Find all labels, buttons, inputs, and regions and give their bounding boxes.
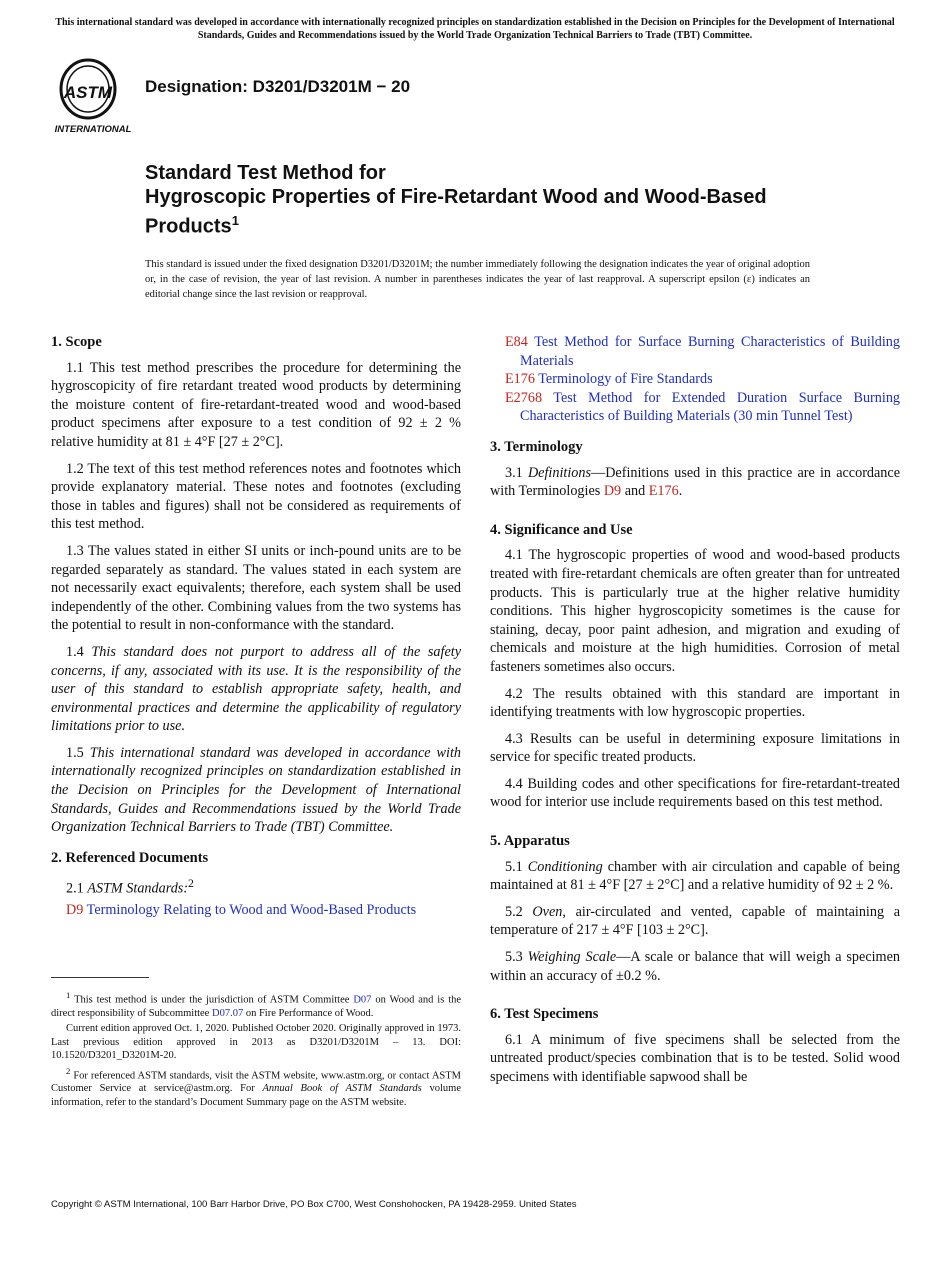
logo-subtext: INTERNATIONAL xyxy=(54,124,132,134)
para-1-1: 1.1 This test method prescribes the procedure for determining the hygroscopicity of fire retardant treated wood products by determining the moisture content of fire-retardant-treated wood and wood-based product specimens after exposure to a test condition of 92 ± 2 % relative humidity at 81 ± 4°F [27 ± 2°C]. xyxy=(51,359,461,450)
para-1-5: 1.5 This international standard was developed in accordance with internationally recognized principles on standardization established in the Decision on Principles for the Development of International Standards, Guides and Recommendations issued by the World Trade Organization Technical Barriers to Trade (TBT) Committee. xyxy=(51,744,461,836)
footnote-link-d07[interactable]: D07 xyxy=(353,994,372,1006)
section-heading-terminology: 3. Terminology xyxy=(490,438,583,455)
footnote-1: $^1$ This test method is under the jurisdiction of ASTM Committee D07 on Wood and is the direct responsibility of Subcommittee D07.07 on Fire Performance of Wood. xyxy=(51,990,462,1019)
para-4-1: 4.1 The hygroscopic properties of wood and wood-based products treated with fire-retardant chemicals are often greater than for untreated products. This is particularly true at the higher relative humidity conditions. This higher hygroscopicity sometimes is the cause for staining, decay, poor paint adhesion, and migration and exuding of chemicals and moisture at the high humidities. Corrosion of metal fasteners sometimes also occurs. xyxy=(490,547,900,675)
ref-item-e176[interactable]: E176 Terminology of Fire Standards xyxy=(505,371,713,388)
title-line2: Hygroscopic Properties of Fire-Retardant Wood and Wood-Based Products$^1$ xyxy=(145,186,767,238)
left-column xyxy=(51,333,461,919)
astm-logo xyxy=(52,56,134,134)
section-heading-scope: 1. Scope xyxy=(51,334,102,350)
para-2-1: 2.1 ASTM Standards:$^2$ xyxy=(66,876,194,898)
para-4-3: 4.3 Results can be useful in determining exposure limitations in service for specific treated products. xyxy=(490,730,900,766)
para-1-4: 1.4 This standard does not purport to address all of the safety concerns, if any, associated with its use. It is the responsibility of the user of this standard to establish appropriate safety, health, and environmental practices and determine the applicability of regulatory limitations prior to use. xyxy=(51,643,461,735)
para-5-3: 5.3 Weighing Scale—A scale or balance that will weigh a specimen within an accuracy of ±0.2 %. xyxy=(490,949,900,984)
para-4-2: 4.2 The results obtained with this standard are important in identifying treatments with low hygroscopic properties. xyxy=(490,685,900,721)
section-heading-significance: 4. Significance and Use xyxy=(490,521,633,538)
footnotes xyxy=(51,989,461,1111)
section-heading-specimens: 6. Test Specimens xyxy=(490,1006,599,1023)
top-notice: This international standard was developed in accordance with internationally recognized principles on standardization established in the Decision on Principles for the Development of International Standards, Guides and Recommendations issued by the World Trade Organization Technical Barriers to Trade (TBT) Committee. xyxy=(55,17,895,41)
para-6-1: 6.1 A minimum of five specimens shall be selected from the untreated product/species combination that is to be tested. Solid wood specimens with identifiable sapwood shall be xyxy=(490,1031,900,1085)
section-heading-apparatus: 5. Apparatus xyxy=(490,833,570,850)
para-4-4: 4.4 Building codes and other specifications for fire-retardant-treated wood for interior use include requirements based on this test method. xyxy=(490,775,900,811)
footnote-1-edition: Current edition approved Oct. 1, 2020. Published October 2020. Originally approved in 1973. Last previous edition approved in 2013 as D3201/D3201M – 13. DOI: 10.1520/D3201_D3201M-20. xyxy=(51,1023,461,1062)
para-5-2: 5.2 Oven, air-circulated and vented, capable of maintaining a temperature of 217 ± 4°F [103 ± 2°C]. xyxy=(490,903,901,939)
section-heading-refdocs: 2. Referenced Documents xyxy=(51,849,209,866)
designation: Designation: D3201/D3201M − 20 xyxy=(145,77,411,96)
para-1-3: 1.3 The values stated in either SI units or inch-pound units are to be regarded separately as standard. The values stated in each system are not necessarily exact equivalents; therefore, each system shall be used independently of the other. Combining values from the two systems has the potential to result in non-conformance with the standard. xyxy=(51,542,461,634)
title-line1: Standard Test Method for xyxy=(145,162,386,184)
para-1-2: 1.2 The text of this test method references notes and footnotes which provide explanatory material. These notes and footnotes (excluding those in tables and figures) shall not be considered as requirements of this test method. xyxy=(51,460,461,533)
ref-item-e84[interactable]: E84 Test Method for Surface Burning Characteristics of Building Materials xyxy=(505,334,900,369)
footnote-divider xyxy=(51,977,149,978)
issue-note: This standard is issued under the fixed designation D3201/D3201M; the number immediately following the designation indicates the year of original adoption or, in the case of revision, the year of last revision. A number in parentheses indicates the year of last reapproval. A superscript epsilon (ε) indicates an editorial change since the last revision or reapproval. xyxy=(145,259,810,300)
term-ref-d9[interactable]: D9 xyxy=(603,483,622,500)
footnote-2: $^2$ For referenced ASTM standards, visit the ASTM website, www.astm.org, or contact ASTM Customer Service at service@astm.org. For Annual Book of ASTM Standards volume information, refer to the standard’s Document Summary page on the ASTM website. xyxy=(51,1065,462,1108)
para-5-1: 5.1 Conditioning chamber with air circulation and capable of being maintained at 81 ± 4°F [27 ± 2°C] and a relative humidity of 92 ± 2 %. xyxy=(490,858,900,894)
footnote-link-d0707[interactable]: D07.07 xyxy=(211,1007,244,1019)
copyright: Copyright © ASTM International, 100 Barr Harbor Drive, PO Box C700, West Conshohocken, PA 19428-2959. United States xyxy=(51,1199,577,1210)
para-3-1: 3.1 Definitions—Definitions used in this practice are in accordance with Terminologies D9 and E176. xyxy=(490,464,900,500)
ref-item-e2768[interactable]: E2768 Test Method for Extended Duration Surface Burning Characteristics of Building Materials (30 min Tunnel Test) xyxy=(505,389,901,425)
term-ref-e176[interactable]: E176 xyxy=(648,483,679,500)
ref-item-d9[interactable]: D9 Terminology Relating to Wood and Wood-Based Products xyxy=(66,901,417,918)
logo-text: ASTM xyxy=(63,83,113,102)
page-title xyxy=(145,161,825,239)
title-footnote-mark: 1 xyxy=(231,213,239,228)
right-column xyxy=(490,333,900,1095)
